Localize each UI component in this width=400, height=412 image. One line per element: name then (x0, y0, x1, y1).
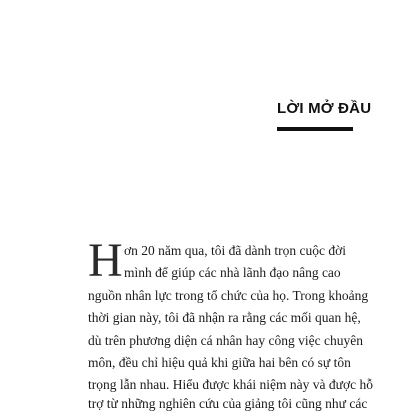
paragraph-line: thời gian này, tôi đã nhận ra rằng các mối quan hệ, (88, 310, 361, 325)
paragraph-line: trọng lẫn nhau. Hiểu được khái niệm này và được hỗ (88, 377, 373, 392)
paragraph-line: mình để giúp các nhà lãnh đạo nâng cao (124, 265, 341, 280)
heading-underline (277, 127, 353, 131)
paragraph-line: nguồn nhân lực trong tổ chức của họ. Trong khoảng (88, 288, 369, 303)
paragraph-line: dù trên phương diện cá nhân hay công việc chuyên (88, 333, 363, 348)
paragraph-line: ơn 20 năm qua, tôi đã dành trọn cuộc đời (124, 243, 346, 258)
paragraph-line: môn, đều chỉ hiệu quả khi giữa hai bên có sự tôn (88, 355, 351, 370)
chapter-heading: LỜI MỞ ĐẦU (277, 100, 372, 117)
drop-cap: H (88, 234, 123, 287)
paragraph-line: trợ từ những nghiên cứu của giảng tôi cũng như các (88, 396, 368, 411)
